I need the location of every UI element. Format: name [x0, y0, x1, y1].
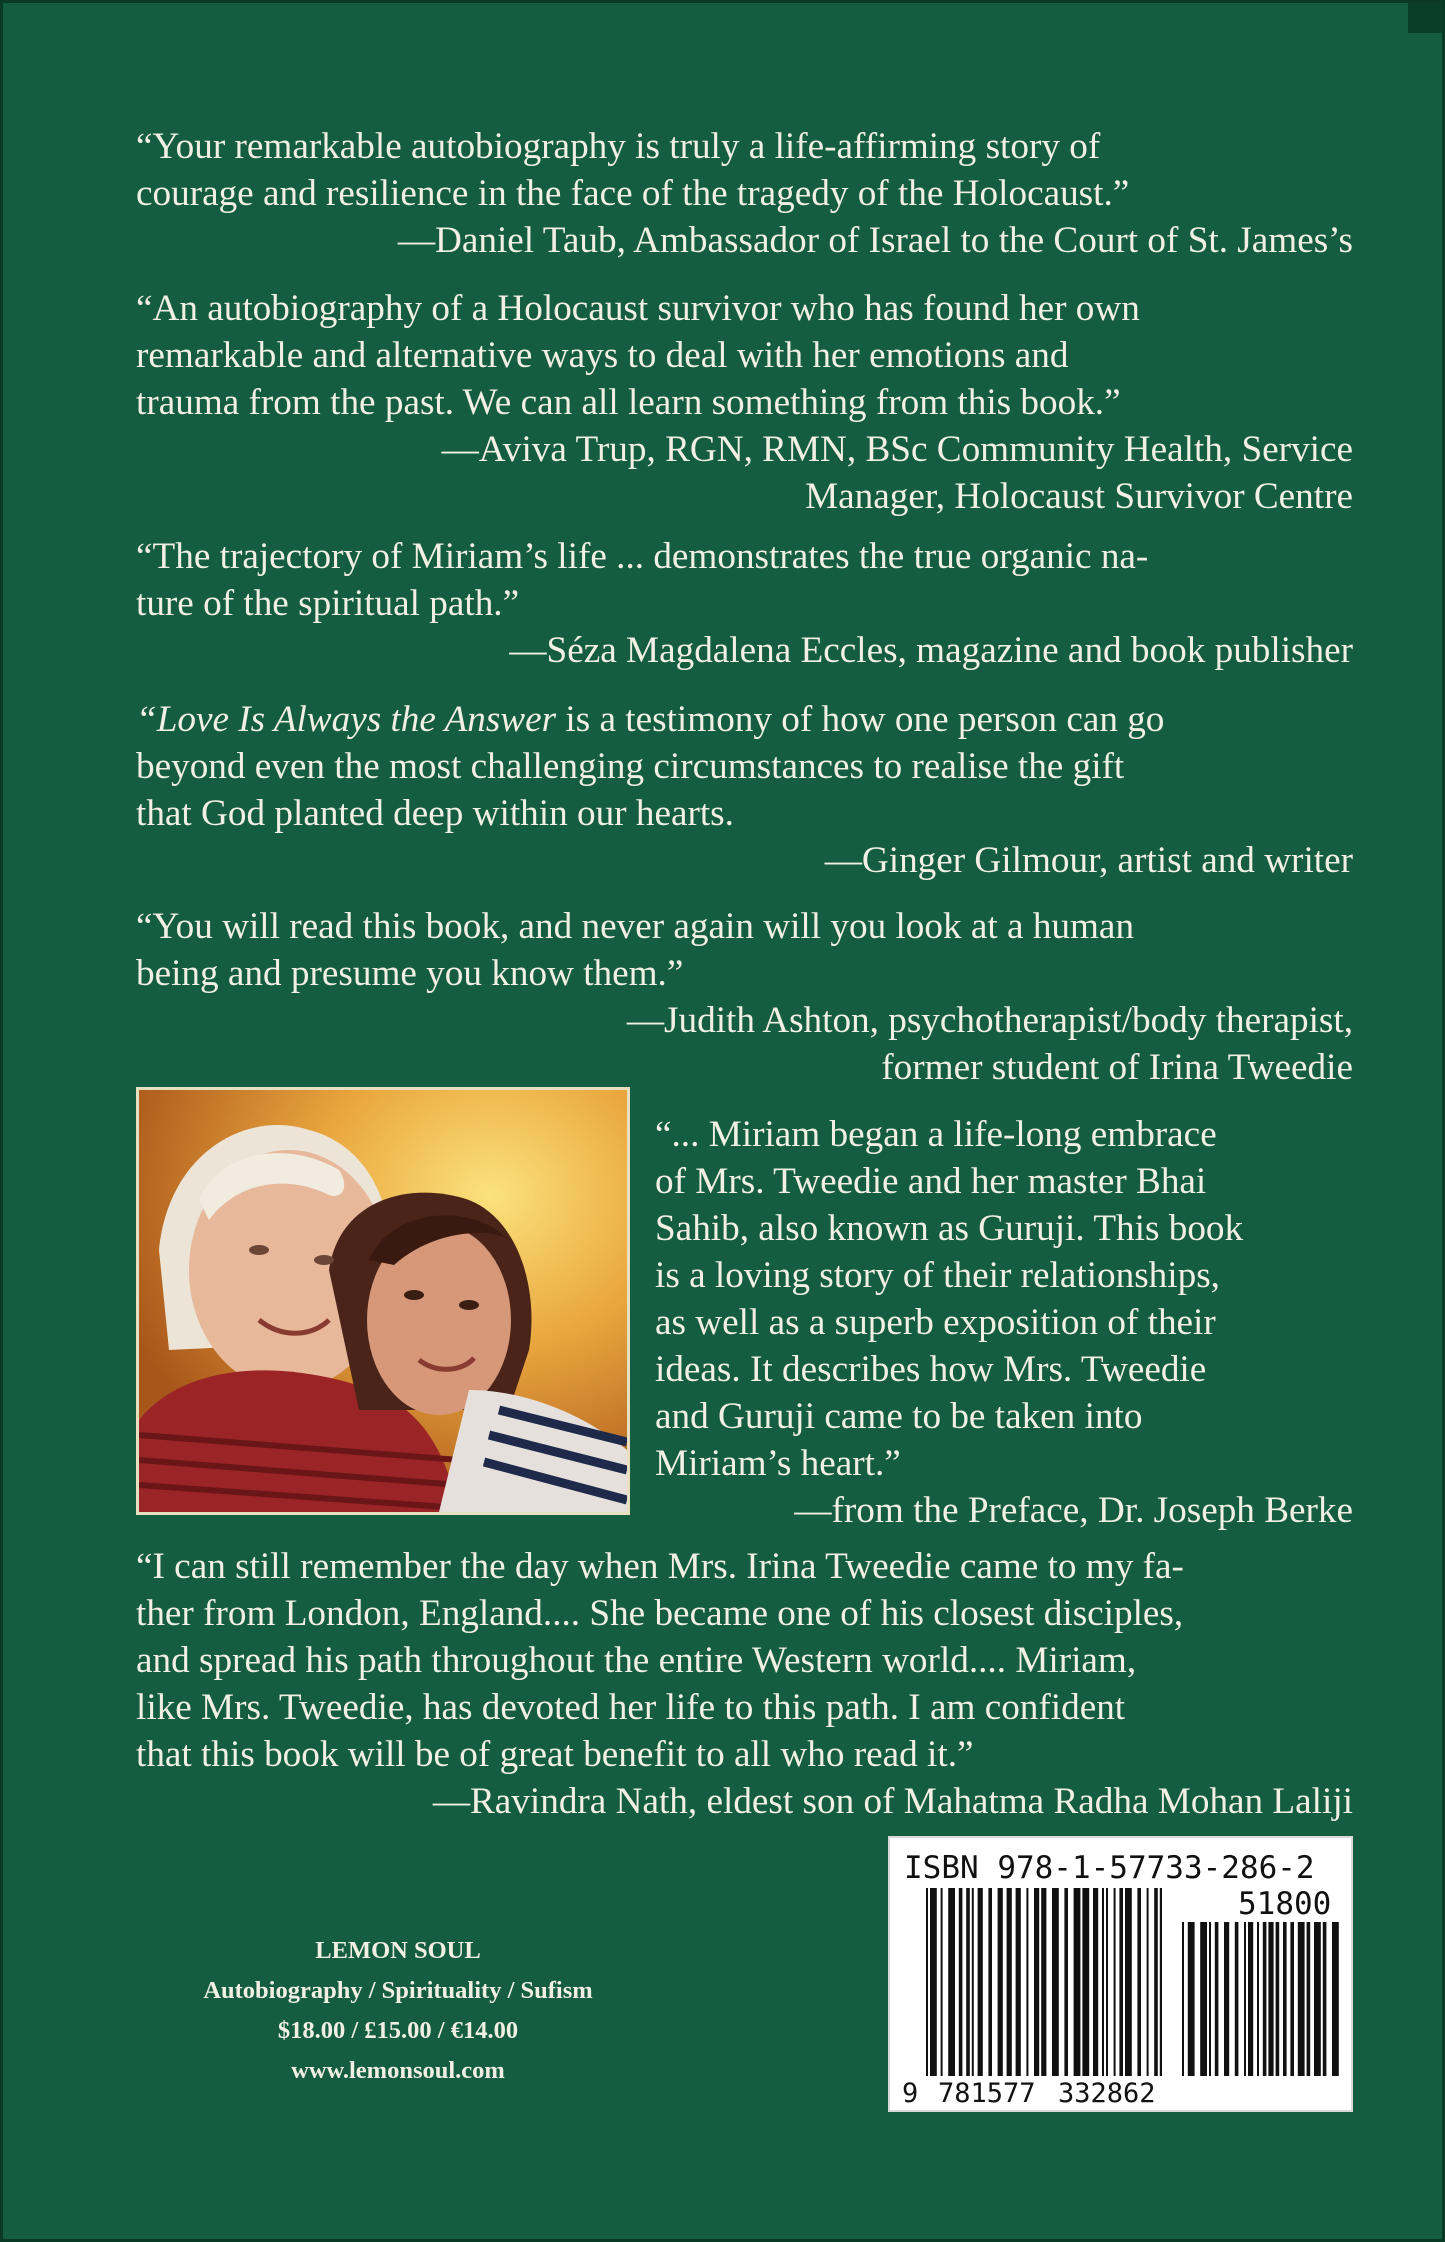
- barcode-bar: [1147, 1888, 1149, 2076]
- quote-line: of Mrs. Tweedie and her master Bhai: [655, 1161, 1207, 1202]
- barcode-bar: [1119, 1888, 1123, 2076]
- barcode-bar: [1209, 1922, 1211, 2076]
- quote-attribution: —Ginger Gilmour, artist and writer: [824, 840, 1353, 881]
- quote-line: that God planted deep within our hearts.: [136, 793, 734, 834]
- barcode-bar: [998, 1888, 1003, 2076]
- publisher-block: [143, 1931, 653, 2091]
- quote-gilmour: [136, 696, 1353, 884]
- ean-first-digit: 9: [902, 2078, 919, 2109]
- barcode-bar: [1007, 1888, 1012, 2076]
- barcode-bar: [1041, 1888, 1046, 2076]
- barcode-bar: [1235, 1922, 1239, 2076]
- barcode-bar: [1074, 1888, 1081, 2076]
- quote-line: [136, 696, 1353, 743]
- barcode-bar: [1257, 1922, 1259, 2076]
- isbn-label: ISBN 978-1-57733-286-2: [904, 1850, 1315, 1886]
- quote-line: Sahib, also known as Guruji. This book: [655, 1208, 1244, 1249]
- quote-attribution: Manager, Holocaust Survivor Centre: [805, 476, 1353, 517]
- barcode-bar: [1114, 1888, 1116, 2076]
- quote-line: “The trajectory of Miriam’s life ... demonstrates the true organic na-: [136, 536, 1149, 577]
- quote-line: and Guruji came to be taken into: [655, 1396, 1143, 1437]
- author-photo-illustration: [139, 1090, 627, 1512]
- barcode-bar: [1188, 1922, 1195, 2076]
- quote-line: and spread his path throughout the entire Western world.... Miriam,: [136, 1640, 1137, 1681]
- quote-line: is a loving story of their relationships,: [655, 1255, 1220, 1296]
- barcode-bar: [1283, 1922, 1287, 2076]
- quote-line: ther from London, England.... She became one of his closest disciples,: [136, 1593, 1184, 1634]
- quote-line: remarkable and alternative ways to deal with her emotions and: [136, 335, 1069, 376]
- publisher-website: www.lemonsoul.com: [291, 2057, 505, 2084]
- quote-line: beyond even the most challenging circumstances to realise the gift: [136, 746, 1125, 787]
- barcode-bar: [1082, 1888, 1089, 2076]
- barcode-bar: [1248, 1922, 1253, 2076]
- quote-line: trauma from the past. We can all learn something from this book.”: [136, 382, 1121, 423]
- quote-line: as well as a superb exposition of their: [655, 1302, 1216, 1343]
- quote-line: being and presume you know them.”: [136, 953, 684, 994]
- barcode-bar: [972, 1888, 974, 2076]
- quote-line: “An autobiography of a Holocaust survivor who has found her own: [136, 288, 1140, 329]
- barcode-bar: [1332, 1922, 1339, 2076]
- quote-attribution: —Aviva Trup, RGN, RMN, BSc Community Health, Service: [441, 429, 1353, 470]
- quote-text: is a testimony of how one person can go: [556, 699, 1165, 740]
- barcode-bar: [1125, 1888, 1132, 2076]
- barcode-bar: [948, 1888, 955, 2076]
- barcode-bar: [1182, 1922, 1184, 2076]
- quote-line: ideas. It describes how Mrs. Tweedie: [655, 1349, 1207, 1390]
- barcode-bar: [1137, 1888, 1141, 2076]
- quote-trup: [136, 285, 1353, 520]
- isbn-barcode: [888, 1836, 1353, 2112]
- quote-attribution: —Daniel Taub, Ambassador of Israel to the Court of St. James’s: [397, 220, 1353, 261]
- ean-left-digits: 781577: [938, 2078, 1036, 2109]
- publisher-name: LEMON SOUL: [315, 1937, 481, 1964]
- barcode-bar: [930, 1888, 937, 2076]
- barcode-bar: [1200, 1922, 1207, 2076]
- barcode-bar: [1244, 1922, 1246, 2076]
- barcode-bar: [1314, 1922, 1321, 2076]
- quote-eccles: [136, 533, 1353, 674]
- quote-nath: [136, 1543, 1353, 1825]
- barcode-bar: [1026, 1888, 1028, 2076]
- quote-berke: [655, 1111, 1353, 1534]
- quote-open-mark: “: [136, 699, 157, 740]
- barcode-bar: [1102, 1888, 1104, 2076]
- author-photo: [136, 1087, 630, 1515]
- barcode-bar: [1290, 1922, 1294, 2076]
- barcode-bar: [1263, 1922, 1267, 2076]
- book-title: Love Is Always the Answer: [156, 699, 557, 740]
- quote-line: that this book will be of great benefit to all who read it.”: [136, 1734, 974, 1775]
- quote-line: courage and resilience in the face of the tragedy of the Holocaust.”: [136, 173, 1130, 214]
- quote-taub: [136, 123, 1353, 264]
- quote-line: ture of the spiritual path.”: [136, 583, 520, 624]
- price-code: 51800: [1238, 1886, 1332, 1922]
- quote-attribution: —Ravindra Nath, eldest son of Mahatma Radha Mohan Laliji: [432, 1781, 1353, 1822]
- barcode-bar: [1064, 1888, 1068, 2076]
- quote-attribution: —from the Preface, Dr. Joseph Berke: [794, 1490, 1353, 1531]
- barcode-bar: [1160, 1888, 1162, 2076]
- quote-ashton: [136, 903, 1353, 1091]
- barcode-bar: [941, 1888, 943, 2076]
- barcode-bar: [1268, 1922, 1273, 2076]
- quote-line: “You will read this book, and never again will you look at a human: [136, 906, 1135, 947]
- quote-attribution: —Judith Ashton, psychotherapist/body therapist,: [626, 1000, 1353, 1041]
- barcode-graphic: [890, 1838, 1351, 2110]
- barcode-bar: [966, 1888, 970, 2076]
- barcode-bar: [959, 1888, 963, 2076]
- corner-mark: [1408, 3, 1442, 33]
- quote-attribution: former student of Irina Tweedie: [881, 1047, 1353, 1088]
- quote-line: Miriam’s heart.”: [655, 1443, 901, 1484]
- barcode-bar: [1276, 1922, 1280, 2076]
- barcode-bar: [1052, 1888, 1059, 2076]
- barcode-bar: [1016, 1888, 1021, 2076]
- barcode-bar: [1034, 1888, 1039, 2076]
- barcode-bar: [1154, 1888, 1158, 2076]
- barcode-bar: [1307, 1922, 1311, 2076]
- barcode-bar: [1323, 1922, 1327, 2076]
- quote-line: “I can still remember the day when Mrs. Irina Tweedie came to my fa-: [136, 1546, 1184, 1587]
- barcode-bar: [1298, 1922, 1305, 2076]
- barcode-bar: [1093, 1888, 1098, 2076]
- quote-line: “Your remarkable autobiography is truly a life-affirming story of: [136, 126, 1101, 167]
- barcode-bar: [1224, 1922, 1229, 2076]
- ean-right-digits: 332862: [1058, 2078, 1156, 2109]
- barcode-bar: [926, 1888, 928, 2076]
- quote-line: “... Miriam began a life-long embrace: [655, 1114, 1217, 1155]
- publisher-prices: $18.00 / £15.00 / €14.00: [277, 2017, 519, 2044]
- barcode-bar: [1215, 1922, 1219, 2076]
- quote-attribution: —Séza Magdalena Eccles, magazine and book publisher: [509, 630, 1353, 671]
- barcode-bar: [988, 1888, 992, 2076]
- barcode-bar: [1106, 1888, 1108, 2076]
- quote-line: like Mrs. Tweedie, has devoted her life to this path. I am confident: [136, 1687, 1126, 1728]
- barcode-bar: [978, 1888, 983, 2076]
- publisher-categories: Autobiography / Spirituality / Sufism: [203, 1977, 593, 2004]
